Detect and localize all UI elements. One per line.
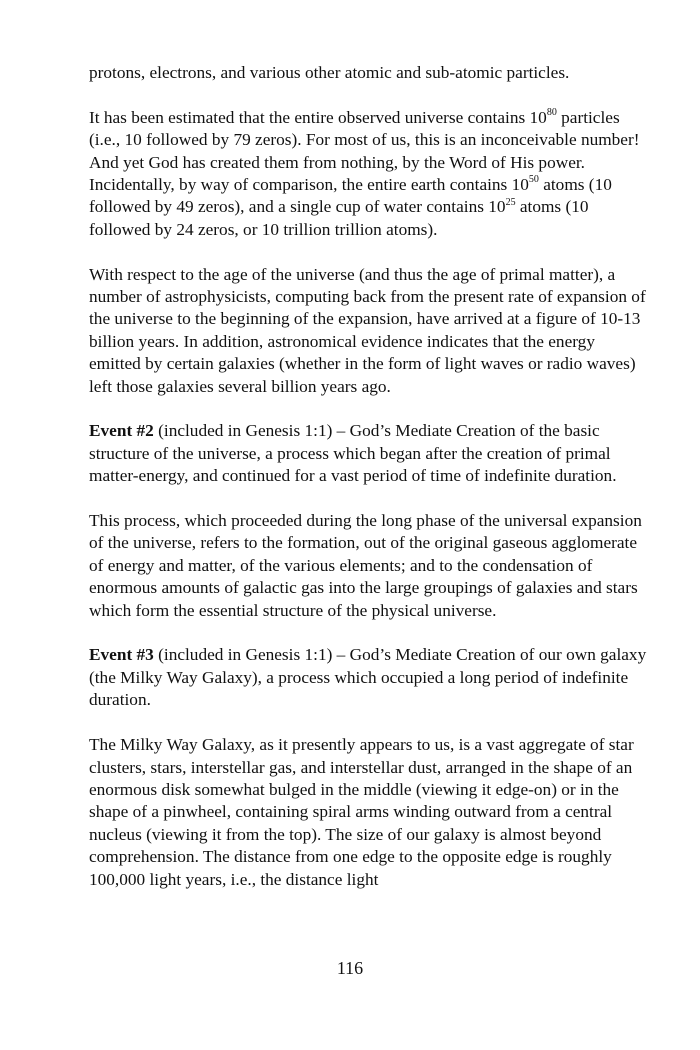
text-segment: particles (i.e., 10 followed by 79 zeros). For most of us, this is an inconceivable number! And yet God has created them from nothing, by the Word of His power. Incidentally, by way of comparison, the entire earth contains 10 <box>89 107 640 195</box>
page-number: 116 <box>336 958 364 978</box>
paragraph-event-3 <box>89 644 649 711</box>
text-segment: atoms (10 followed by 24 zeros, or 10 trillion trillion atoms). <box>89 197 589 239</box>
paragraph-continuation: protons, electrons, and various other atomic and sub-atomic particles. <box>89 63 570 82</box>
exponent: 80 <box>546 107 557 119</box>
event-description: (included in Genesis 1:1) – God’s Mediate Creation of the basic structure of the universe, a process which began after the creation of primal matter-energy, and continued for a vast period of time of indefinite duration. <box>89 421 617 486</box>
event-description: (included in Genesis 1:1) – God’s Mediate Creation of our own galaxy (the Milky Way Galaxy), a process which occupied a long period of indefinite duration. <box>89 645 647 710</box>
paragraph-event-2 <box>89 420 649 487</box>
event-heading: Event #2 <box>89 421 154 441</box>
text-segment: It has been estimated that the entire observed universe contains 10 <box>89 107 547 127</box>
exponent: 25 <box>505 196 516 208</box>
document-page <box>89 62 649 913</box>
paragraph-process-description: This process, which proceeded during the long phase of the universal expansion of the universe, refers to the formation, out of the original gaseous agglomerate of energy and matter, of the various elements; and to the condensation of enormous amounts of galactic gas into the large groupings of galaxies and stars which form the essential structure of the physical universe. <box>89 511 642 620</box>
exponent: 50 <box>528 174 539 186</box>
text-segment: atoms (10 followed by 49 zeros), and a single cup of water contains 10 <box>89 175 612 217</box>
paragraph-particle-count <box>89 107 649 241</box>
paragraph-milky-way: The Milky Way Galaxy, as it presently appears to us, is a vast aggregate of star clusters, stars, interstellar gas, and interstellar dust, arranged in the shape of an enormous disk somewhat bulged in the middle (viewing it edge-on) or in the shape of a pinwheel, containing spiral arms winding outward from a central nucleus (viewing it from the top). The size of our galaxy is almost beyond comprehension. The distance from one edge to the opposite edge is roughly 100,000 light years, i.e., the distance light <box>89 735 634 889</box>
event-heading: Event #3 <box>89 645 154 665</box>
paragraph-age-of-universe: With respect to the age of the universe (and thus the age of primal matter), a number of astrophysicists, computing back from the present rate of expansion of the universe to the beginning of the expansion, have arrived at a figure of 10-13 billion years. In addition, astronomical evidence indicates that the energy emitted by certain galaxies (whether in the form of light waves or radio waves) left those galaxies several billion years ago. <box>89 264 646 396</box>
